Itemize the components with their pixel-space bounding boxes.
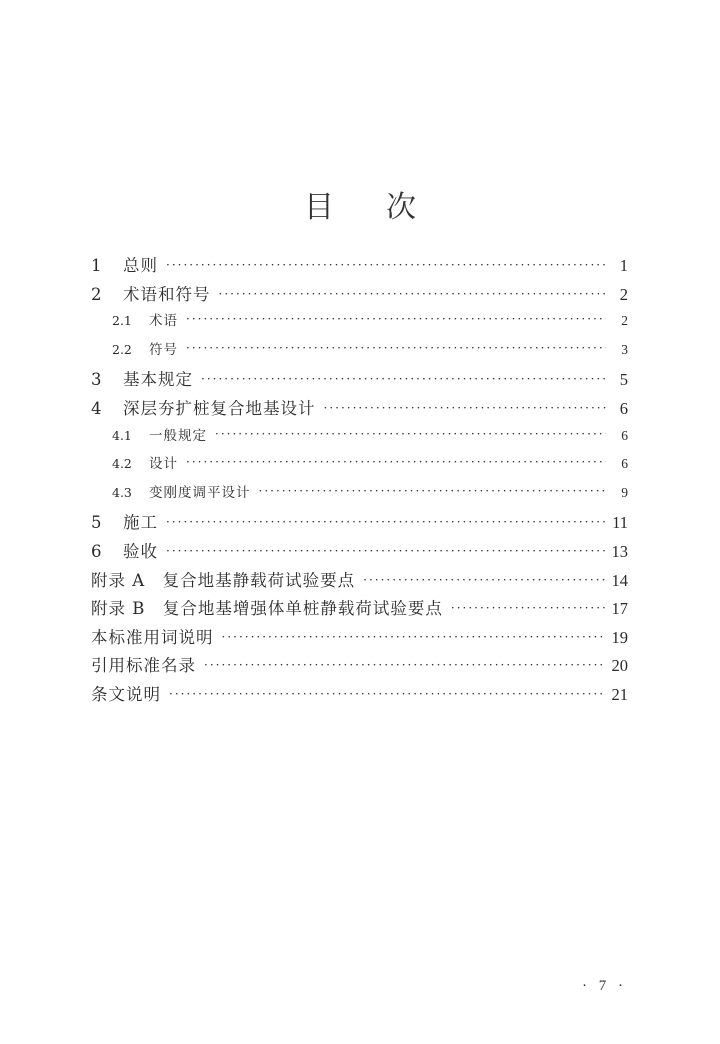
toc-entry-number: 4.3 <box>112 484 132 500</box>
toc-entry-number: 4 <box>91 398 102 418</box>
toc-entry-title: 条文说明 <box>91 684 161 704</box>
toc-entry-title: 设计 <box>149 456 178 473</box>
toc-entry-number: 4.2 <box>112 456 132 472</box>
toc-entry-title: 附录 A 复合地基静载荷试验要点 <box>91 570 356 590</box>
toc-leader-dots <box>166 258 606 272</box>
toc-entry-appendix-a[interactable] <box>91 567 628 596</box>
toc-entry-referenced-standards[interactable] <box>91 652 628 681</box>
toc-entry-title: 引用标准名录 <box>91 656 196 676</box>
toc-entry-page: 1 <box>619 256 628 275</box>
toc-entry-page: 6 <box>621 427 628 443</box>
toc-entry-2-1[interactable] <box>91 309 628 338</box>
toc-entry-number: 2 <box>91 284 102 304</box>
toc-entry-title: 基本规定 <box>123 370 193 390</box>
toc-leader-dots <box>186 312 606 326</box>
page-title-char-1: 目 <box>304 190 334 225</box>
toc-leader-dots <box>222 630 606 644</box>
toc-entry-4-2[interactable] <box>91 452 628 481</box>
toc-entry-5[interactable] <box>91 509 628 538</box>
toc-entry-2[interactable] <box>91 281 628 310</box>
toc-entry-page: 11 <box>612 513 628 533</box>
toc-entry-title: 符号 <box>149 341 178 358</box>
toc-entry-number: 5 <box>91 513 102 533</box>
toc-entry-title: 术语和符号 <box>123 284 211 304</box>
toc-entry-number: 2.2 <box>112 341 132 357</box>
toc-entry-number: 6 <box>91 541 102 561</box>
toc-entry-page: 14 <box>611 570 628 590</box>
toc-leader-dots <box>215 427 606 441</box>
toc-entry-title: 深层夯扩桩复合地基设计 <box>123 398 316 418</box>
toc-entry-page: 2 <box>619 284 628 304</box>
toc-entry-title: 施工 <box>123 513 158 533</box>
toc-entry-number: 1 <box>91 256 102 275</box>
toc-leader-dots <box>186 341 606 355</box>
toc-entry-page: 20 <box>611 656 628 676</box>
toc-entry-3[interactable] <box>91 366 628 395</box>
toc-entry-page: 17 <box>611 599 628 619</box>
toc-entry-title: 变刚度调平设计 <box>149 484 251 501</box>
toc-leader-dots <box>169 687 606 701</box>
toc-leader-dots <box>204 658 606 672</box>
table-of-contents <box>91 252 628 710</box>
toc-leader-dots <box>186 455 606 469</box>
toc-entry-page: 3 <box>621 341 628 357</box>
toc-entry-title: 本标准用词说明 <box>91 627 214 647</box>
page-number: · 7 · <box>582 978 627 994</box>
toc-entry-number: 2.1 <box>112 313 132 329</box>
toc-entry-title: 术语 <box>149 313 178 330</box>
toc-entry-title: 附录 B 复合地基增强体单桩静载荷试验要点 <box>91 599 443 619</box>
toc-entry-wording-explanation[interactable] <box>91 624 628 653</box>
toc-leader-dots <box>201 372 606 386</box>
toc-entry-page: 13 <box>611 541 628 561</box>
toc-leader-dots <box>219 287 607 301</box>
toc-entry-page: 9 <box>621 484 628 500</box>
toc-leader-dots <box>166 544 606 558</box>
toc-entry-clause-explanation[interactable] <box>91 681 628 710</box>
toc-entry-page: 6 <box>621 456 628 472</box>
toc-entry-title: 总则 <box>123 256 158 275</box>
page-title-char-2: 次 <box>386 190 416 225</box>
toc-entry-appendix-b[interactable] <box>91 595 628 624</box>
toc-entry-4-3[interactable] <box>91 481 628 510</box>
toc-leader-dots <box>166 515 606 529</box>
toc-entry-1[interactable] <box>91 252 628 281</box>
toc-leader-dots <box>363 573 605 587</box>
toc-leader-dots <box>259 484 607 498</box>
toc-entry-page: 6 <box>619 398 628 418</box>
toc-entry-6[interactable] <box>91 538 628 567</box>
toc-leader-dots <box>324 401 607 415</box>
toc-entry-page: 19 <box>611 627 628 647</box>
toc-entry-number: 3 <box>91 370 102 390</box>
toc-entry-4[interactable] <box>91 395 628 424</box>
toc-entry-title: 验收 <box>123 541 158 561</box>
toc-entry-number: 4.1 <box>112 427 132 443</box>
toc-entry-page: 21 <box>611 684 628 704</box>
toc-entry-2-2[interactable] <box>91 338 628 367</box>
toc-entry-page: 2 <box>621 313 628 329</box>
toc-entry-title: 一般规定 <box>149 427 207 444</box>
page-title <box>0 182 720 226</box>
toc-leader-dots <box>451 601 606 615</box>
toc-entry-page: 5 <box>619 370 628 390</box>
toc-entry-4-1[interactable] <box>91 424 628 453</box>
